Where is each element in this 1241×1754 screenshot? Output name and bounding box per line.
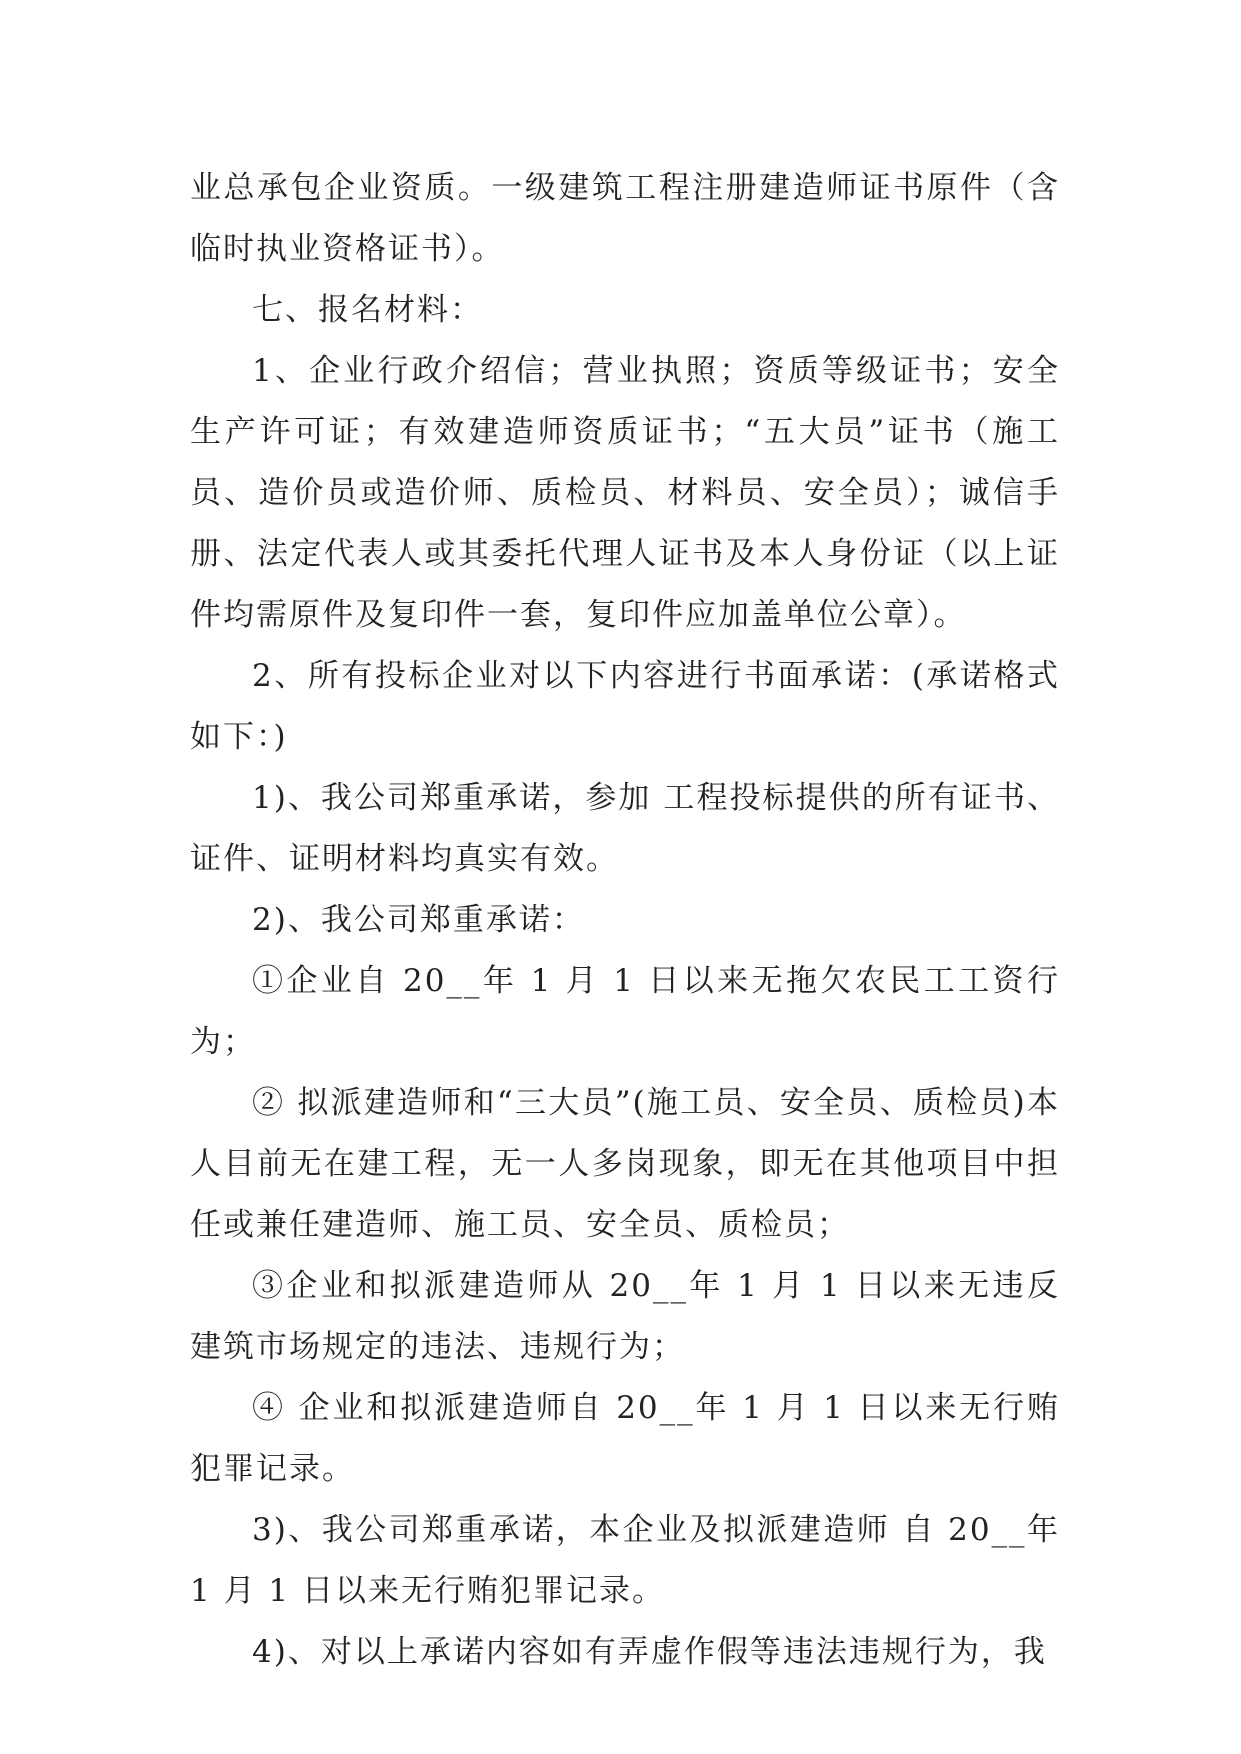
paragraph-sub-item-4: ④ 企业和拟派建造师自 20__年 1 月 1 日以来无行贿犯罪记录。 (190, 1390, 1060, 1487)
paragraph-commitment-3: 3)、我公司郑重承诺，本企业及拟派建造师 自 20__年 1 月 1 日以来无行贿犯罪记录。 (190, 1512, 1072, 1609)
paragraph-commitment-1: 1)、我公司郑重承诺，参加 工程投标提供的所有证书、证件、证明材料均真实有效。 (190, 780, 1060, 877)
paragraph-qualification: 业总承包企业资质。一级建筑工程注册建造师证书原件（含临时执业资格证书）。 (190, 170, 1060, 267)
paragraph-commitment-4: 4)、对以上承诺内容如有弄虚作假等违法违规行为，我 (252, 1634, 1047, 1670)
document-body (190, 158, 1072, 1683)
paragraph-item-2: 2、所有投标企业对以下内容进行书面承诺：(承诺格式如下：) (190, 658, 1060, 755)
paragraph-sub-item-2: ② 拟派建造师和“三大员”(施工员、安全员、质检员)本人目前无在建工程，无一人多岗现象，即无在其他项目中担任或兼任建造师、施工员、安全员、质检员； (190, 1085, 1060, 1243)
paragraph-item-1: 1、企业行政介绍信；营业执照；资质等级证书；安全生产许可证；有效建造师资质证书；“五大员”证书（施工员、造价员或造价师、质检员、材料员、安全员）；诚信手册、法定代表人或其委托代理人证书及本人身份证（以上证件均需原件及复印件一套，复印件应加盖单位公章）。 (190, 353, 1060, 633)
paragraph-commitment-2: 2)、我公司郑重承诺： (252, 902, 585, 938)
paragraph-sub-item-3: ③企业和拟派建造师从 20__年 1 月 1 日以来无违反建筑市场规定的违法、违规行为； (190, 1268, 1060, 1365)
section-heading-registration-materials: 七、报名材料： (252, 292, 483, 328)
paragraph-sub-item-1: ①企业自 20__年 1 月 1 日以来无拖欠农民工工资行为； (190, 963, 1060, 1060)
